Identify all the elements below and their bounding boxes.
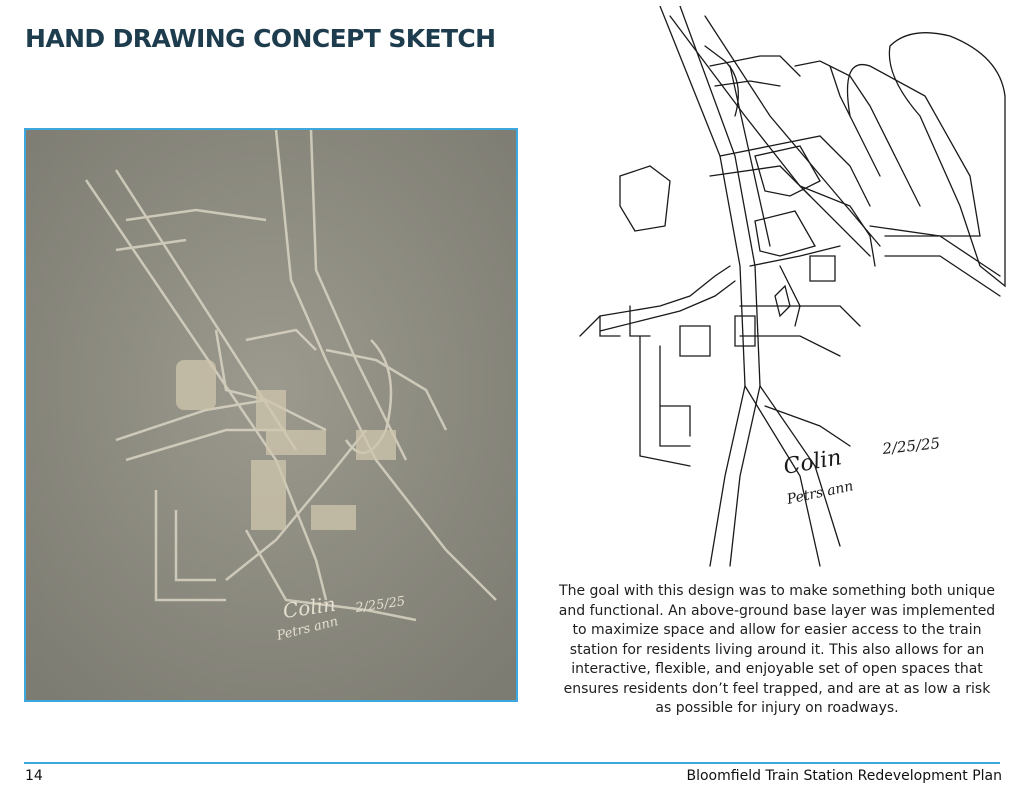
footer-divider — [24, 762, 1000, 764]
sketch-signature-surname: Petrs ann — [785, 478, 855, 508]
photo-signature-surname: Petrs ann — [275, 614, 340, 644]
page-number: 14 — [25, 768, 43, 784]
document-title: Bloomfield Train Station Redevelopment Plan — [686, 768, 1002, 784]
photo-signature-date: 2/25/25 — [354, 594, 407, 616]
design-description: The goal with this design was to make something both unique and functional. An above-ground base layer was implemented to maximize space and allow for easier access to the train station for residents living around it. This also allows for an interactive, flexible, and enjoyable set of open spaces that ensures residents don’t feel trapped, and are at as low a risk as possible for injury on roadways. — [558, 583, 996, 716]
photo-signature-name: Colin — [281, 591, 338, 623]
sketch-photo — [24, 128, 518, 702]
page-title: HAND DRAWING CONCEPT SKETCH — [25, 24, 496, 53]
sketch-scan-drawing — [540, 6, 1010, 572]
sketch-scan — [540, 6, 1010, 572]
sketch-signature-date: 2/25/25 — [881, 434, 941, 458]
sketch-signature-name: Colin — [781, 445, 844, 480]
sketch-photo-drawing — [26, 130, 516, 700]
